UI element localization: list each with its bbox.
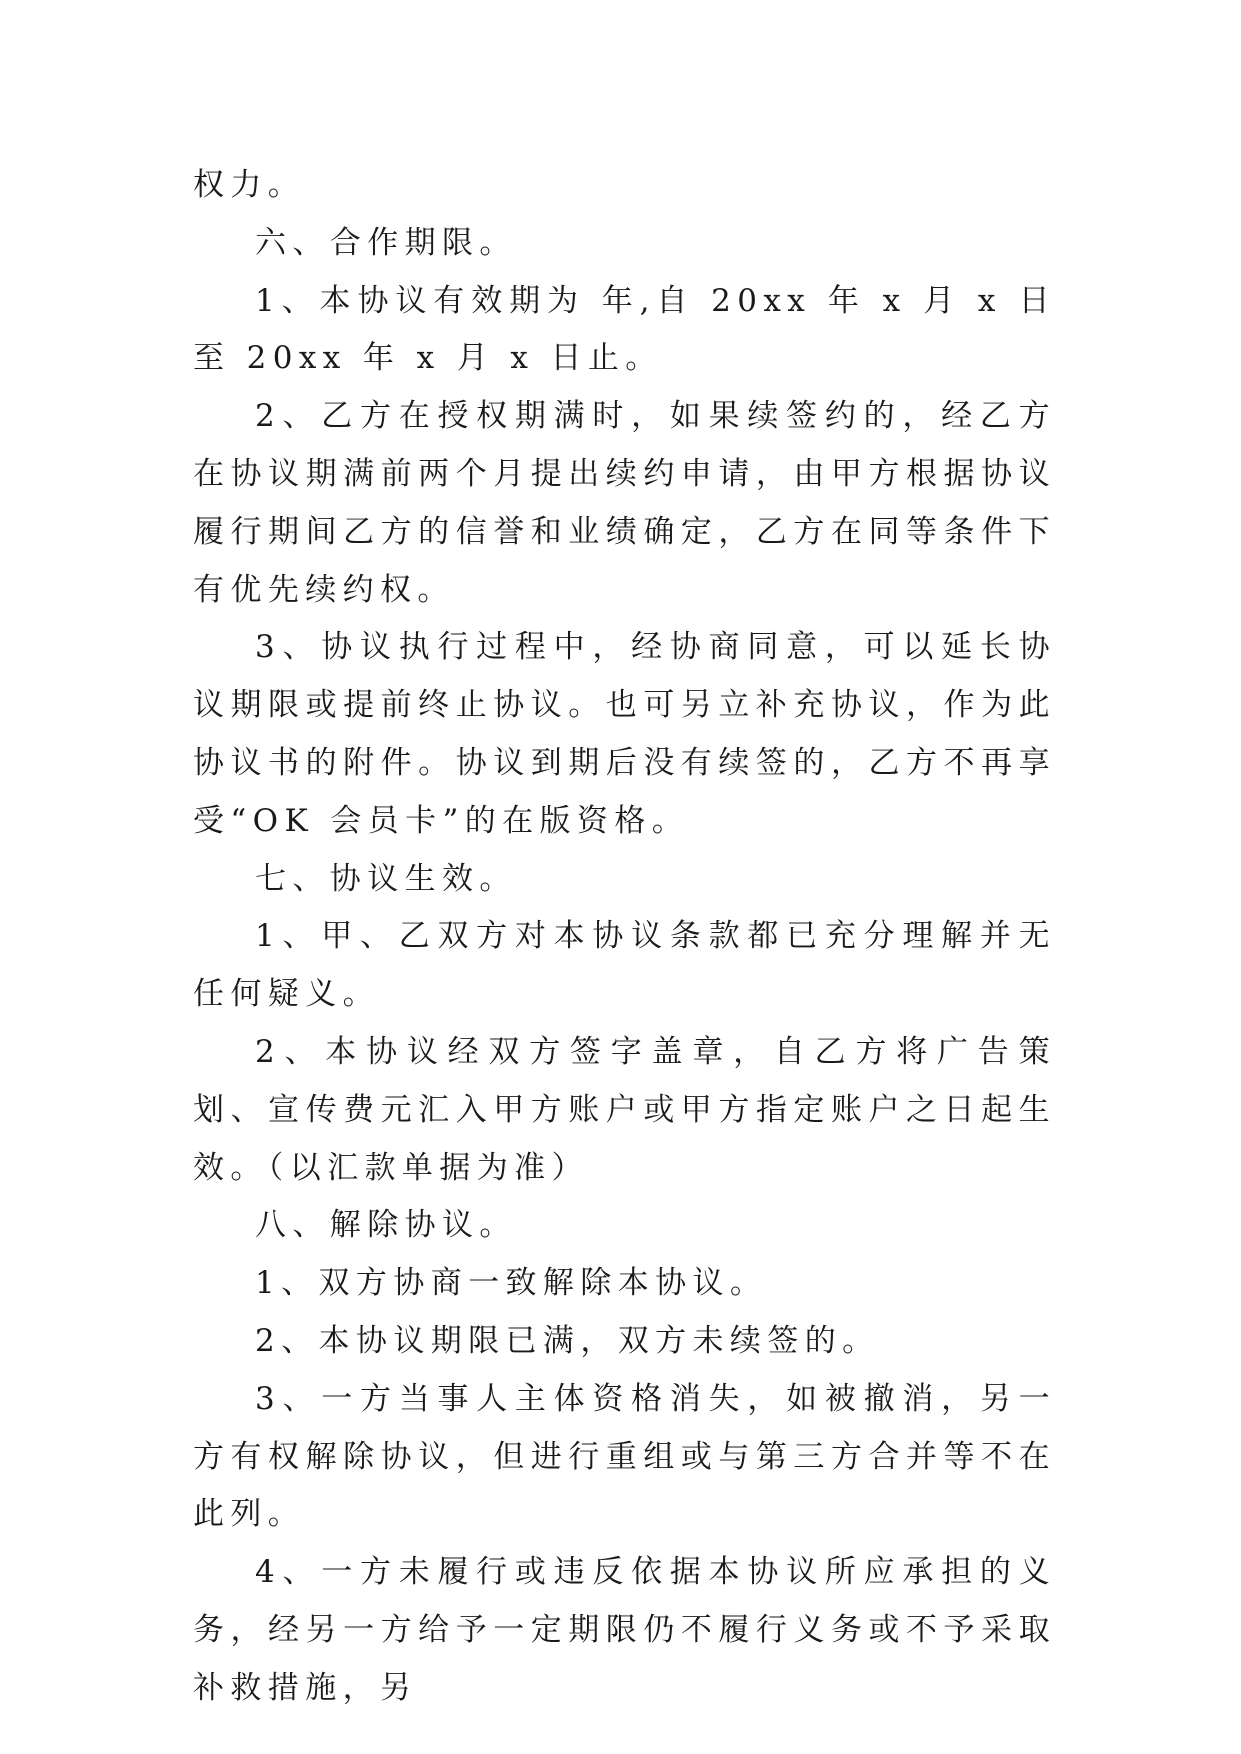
section-heading-6: 六、合作期限。 bbox=[255, 224, 517, 261]
document-body bbox=[193, 157, 1056, 1718]
clause-6-2: 2、乙方在授权期满时，如果续签约的，经乙方在协议期满前两个月提出续约申请，由甲方根据协议履行期间乙方的信誉和业绩确定，乙方在同等条件下有优先续约权。 bbox=[193, 398, 1056, 608]
clause-8-2: 2、本协议期限已满，双方未续签的。 bbox=[255, 1322, 880, 1359]
paragraph-continuation: 权力。 bbox=[193, 167, 306, 203]
clause-7-2: 2、本协议经双方签字盖章，自乙方将广告策划、宣传费元汇入甲方账户或甲方指定账户之日起生效。（以汇款单据为准） bbox=[193, 1033, 1056, 1186]
clause-6-3: 3、协议执行过程中，经协商同意，可以延长协议期限或提前终止协议。也可另立补充协议，作为此协议书的附件。协议到期后没有续签的，乙方不再享受“OK 会员卡”的在版资格。 bbox=[193, 629, 1056, 839]
clause-8-4: 4、一方未履行或违反依据本协议所应承担的义务，经另一方给予一定期限仍不履行义务或不予采取补救措施，另 bbox=[193, 1554, 1056, 1706]
clause-6-1: 1、本协议有效期为 年,自 20xx 年 x 月 x 日至 20xx 年 x 月 x 日止。 bbox=[193, 282, 1056, 377]
clause-8-1: 1、双方协商一致解除本协议。 bbox=[255, 1265, 768, 1302]
section-heading-8: 八、解除协议。 bbox=[255, 1207, 517, 1244]
clause-8-3: 3、一方当事人主体资格消失，如被撤消，另一方有权解除协议，但进行重组或与第三方合并等不在此列。 bbox=[193, 1380, 1056, 1533]
section-heading-7: 七、协议生效。 bbox=[255, 860, 517, 897]
clause-7-1: 1、甲、乙双方对本协议条款都已充分理解并无任何疑义。 bbox=[193, 918, 1056, 1013]
